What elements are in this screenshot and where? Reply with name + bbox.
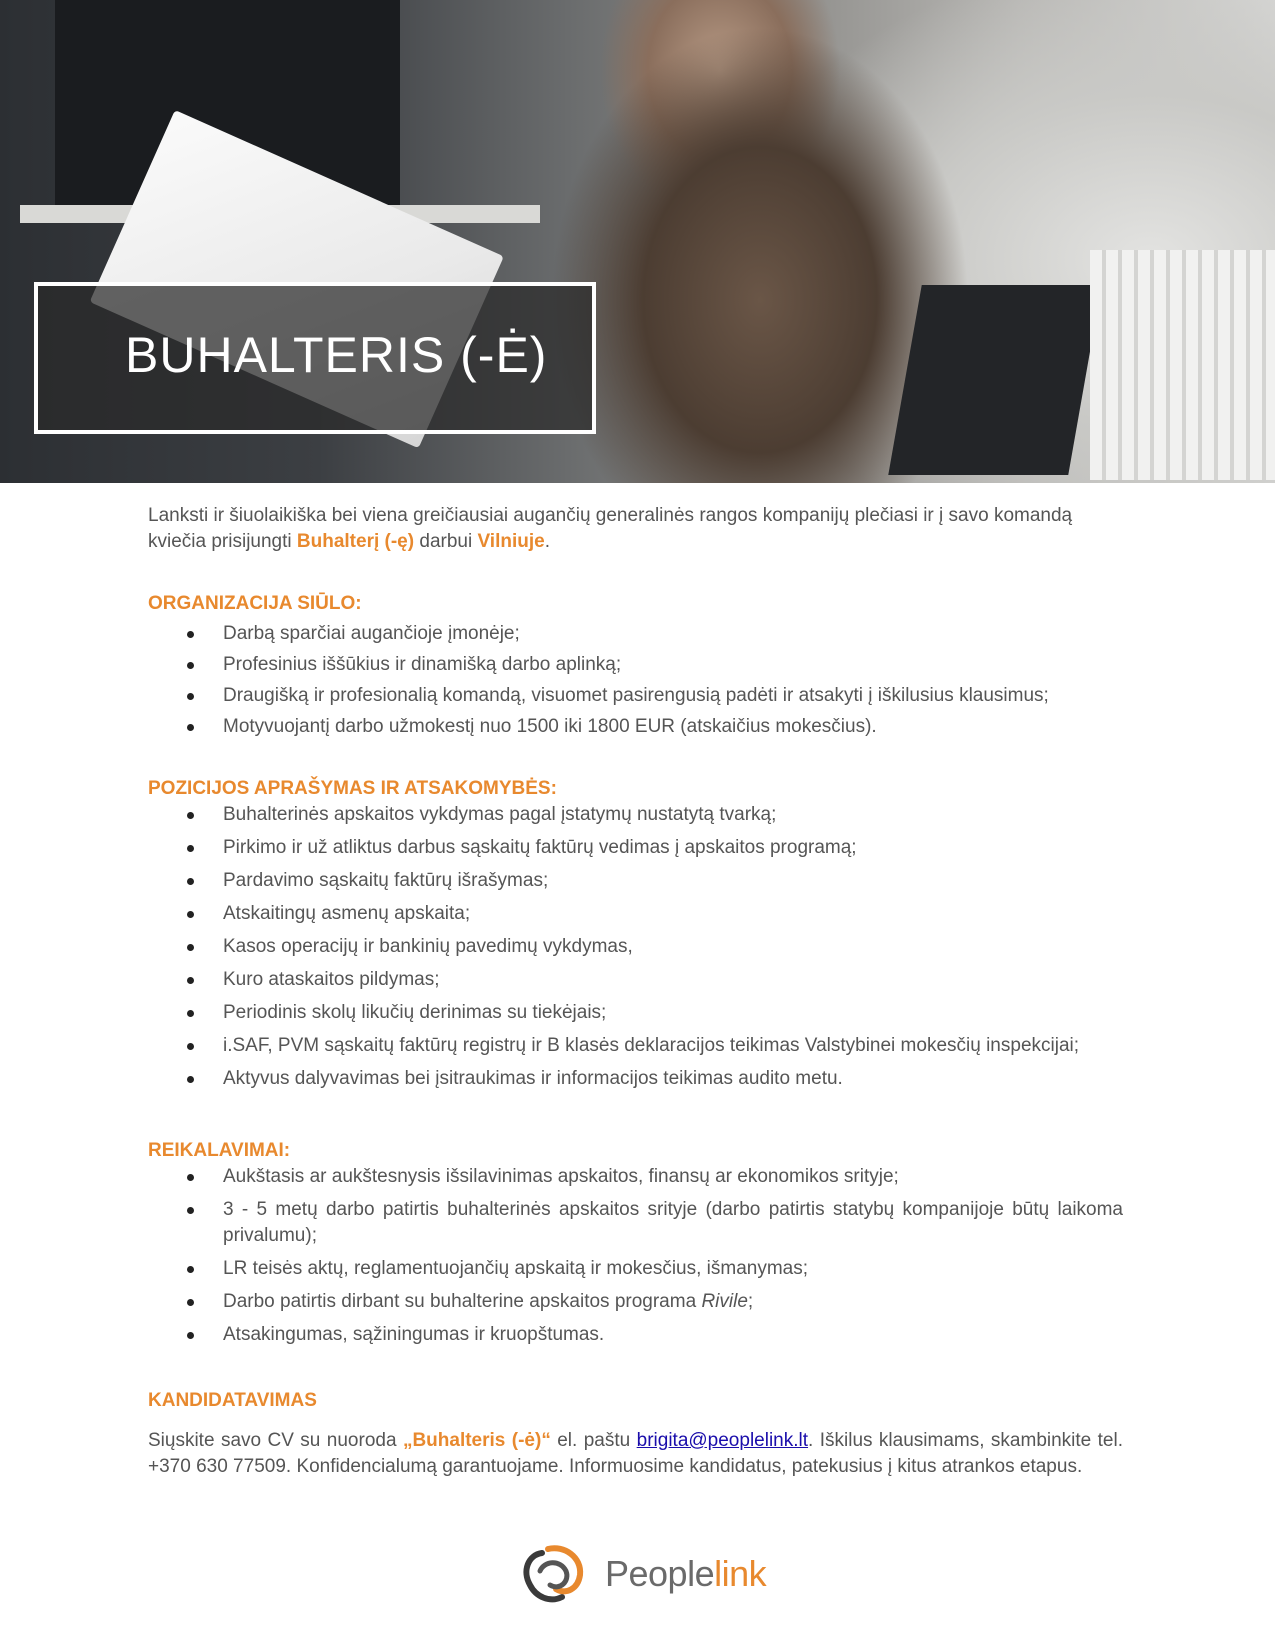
logo-word-people: People — [605, 1553, 715, 1594]
list-item: Kasos operacijų ir bankinių pavedimų vykdymas, — [148, 934, 1123, 960]
radiator-shape — [1090, 250, 1275, 480]
apply-text: Siųskite savo CV su nuoroda — [148, 1430, 403, 1451]
intro-text: Lanksti ir šiuolaikiška bei viena greičiausiai augančių generalinės rangos kompanijų plečiasi ir į savo komandą kviečia prisijungti — [148, 505, 1073, 552]
software-name: Rivile — [701, 1291, 748, 1312]
offer-list — [148, 621, 1123, 740]
logo-wordmark — [605, 1553, 766, 1595]
section-title-offer: ORGANIZACIJA SIŪLO: — [148, 593, 362, 614]
list-item: Buhalterinės apskaitos vykdymas pagal įstatymų nustatytą tvarką; — [148, 802, 1123, 828]
laptop-shape — [888, 285, 1102, 475]
list-item: Atskaitingų asmenų apskaita; — [148, 901, 1123, 927]
intro-paragraph — [148, 503, 1123, 555]
peoplelink-logo — [520, 1543, 767, 1609]
logo-mark-icon — [520, 1543, 592, 1609]
list-item: Aktyvus dalyvavimas bei įsitraukimas ir informacijos teikimas audito metu. — [148, 1066, 1123, 1092]
list-item-text: Darbo patirtis dirbant su buhalterine apskaitos programa — [223, 1291, 702, 1312]
requirements-list — [148, 1164, 1123, 1348]
section-title-apply: KANDIDATAVIMAS — [148, 1390, 317, 1411]
list-item: Darbą sparčiai augančioje įmonėje; — [148, 621, 1123, 647]
list-item: Pirkimo ir už atliktus darbus sąskaitų faktūrų vedimas į apskaitos programą; — [148, 835, 1123, 861]
title-box — [34, 282, 596, 434]
list-item: Kuro ataskaitos pildymas; — [148, 967, 1123, 993]
list-item: Aukštasis ar aukštesnysis išsilavinimas apskaitos, finansų ar ekonomikos srityje; — [148, 1164, 1123, 1190]
list-item: Motyvuojantį darbo užmokestį nuo 1500 iki 1800 EUR (atskaičius mokesčius). — [148, 714, 1123, 740]
intro-city: Vilniuje — [477, 531, 545, 552]
intro-position: Buhalterį (-ę) — [296, 531, 415, 552]
apply-text: el. paštu — [550, 1430, 637, 1451]
section-title-requirements: REIKALAVIMAI: — [148, 1140, 291, 1161]
section-title-duties: POZICIJOS APRAŠYMAS IR ATSAKOMYBĖS: — [148, 778, 557, 799]
list-item: Atsakingumas, sąžiningumas ir kruopštumas. — [148, 1322, 1123, 1348]
job-ad-content — [148, 503, 1123, 1480]
apply-text: . Iškilus klausimams, skambinkite tel. +370 630 77509. Konfidencialumą garantuojame. Informuosime kandidatus, patekusius į kitus atrankos etapus. — [148, 1430, 1124, 1477]
intro-text: . — [544, 531, 550, 552]
apply-reference: „Buhalteris (-ė)“ — [402, 1430, 551, 1451]
list-item: Profesinius iššūkius ir dinamišką darbo aplinką; — [148, 652, 1123, 678]
intro-text: darbui — [414, 531, 478, 552]
hero-photo — [0, 0, 1275, 483]
list-item-text: ; — [747, 1291, 754, 1312]
logo-word-link: link — [714, 1553, 767, 1594]
list-item: Pardavimo sąskaitų faktūrų išrašymas; — [148, 868, 1123, 894]
page-title: BUHALTERIS (-Ė) — [125, 327, 548, 383]
list-item: Periodinis skolų likučių derinimas su tiekėjais; — [148, 1000, 1123, 1026]
list-item: Draugišką ir profesionalią komandą, visuomet pasirengusią padėti ir atsakyti į iškilusius klausimus; — [148, 683, 1123, 709]
apply-paragraph — [148, 1428, 1123, 1480]
list-item: 3 - 5 metų darbo patirtis buhalterinės apskaitos srityje (darbo patirtis statybų kompanijoje būtų laikoma privalumu); — [148, 1197, 1123, 1249]
list-item-rivile — [148, 1289, 1123, 1315]
list-item: LR teisės aktų, reglamentuojančių apskaitą ir mokesčius, išmanymas; — [148, 1256, 1123, 1282]
list-item: i.SAF, PVM sąskaitų faktūrų registrų ir B klasės deklaracijos teikimas Valstybinei mokesčių inspekcijai; — [148, 1033, 1123, 1059]
email-link[interactable]: brigita@peoplelink.lt — [636, 1430, 809, 1451]
duties-list — [148, 802, 1123, 1092]
